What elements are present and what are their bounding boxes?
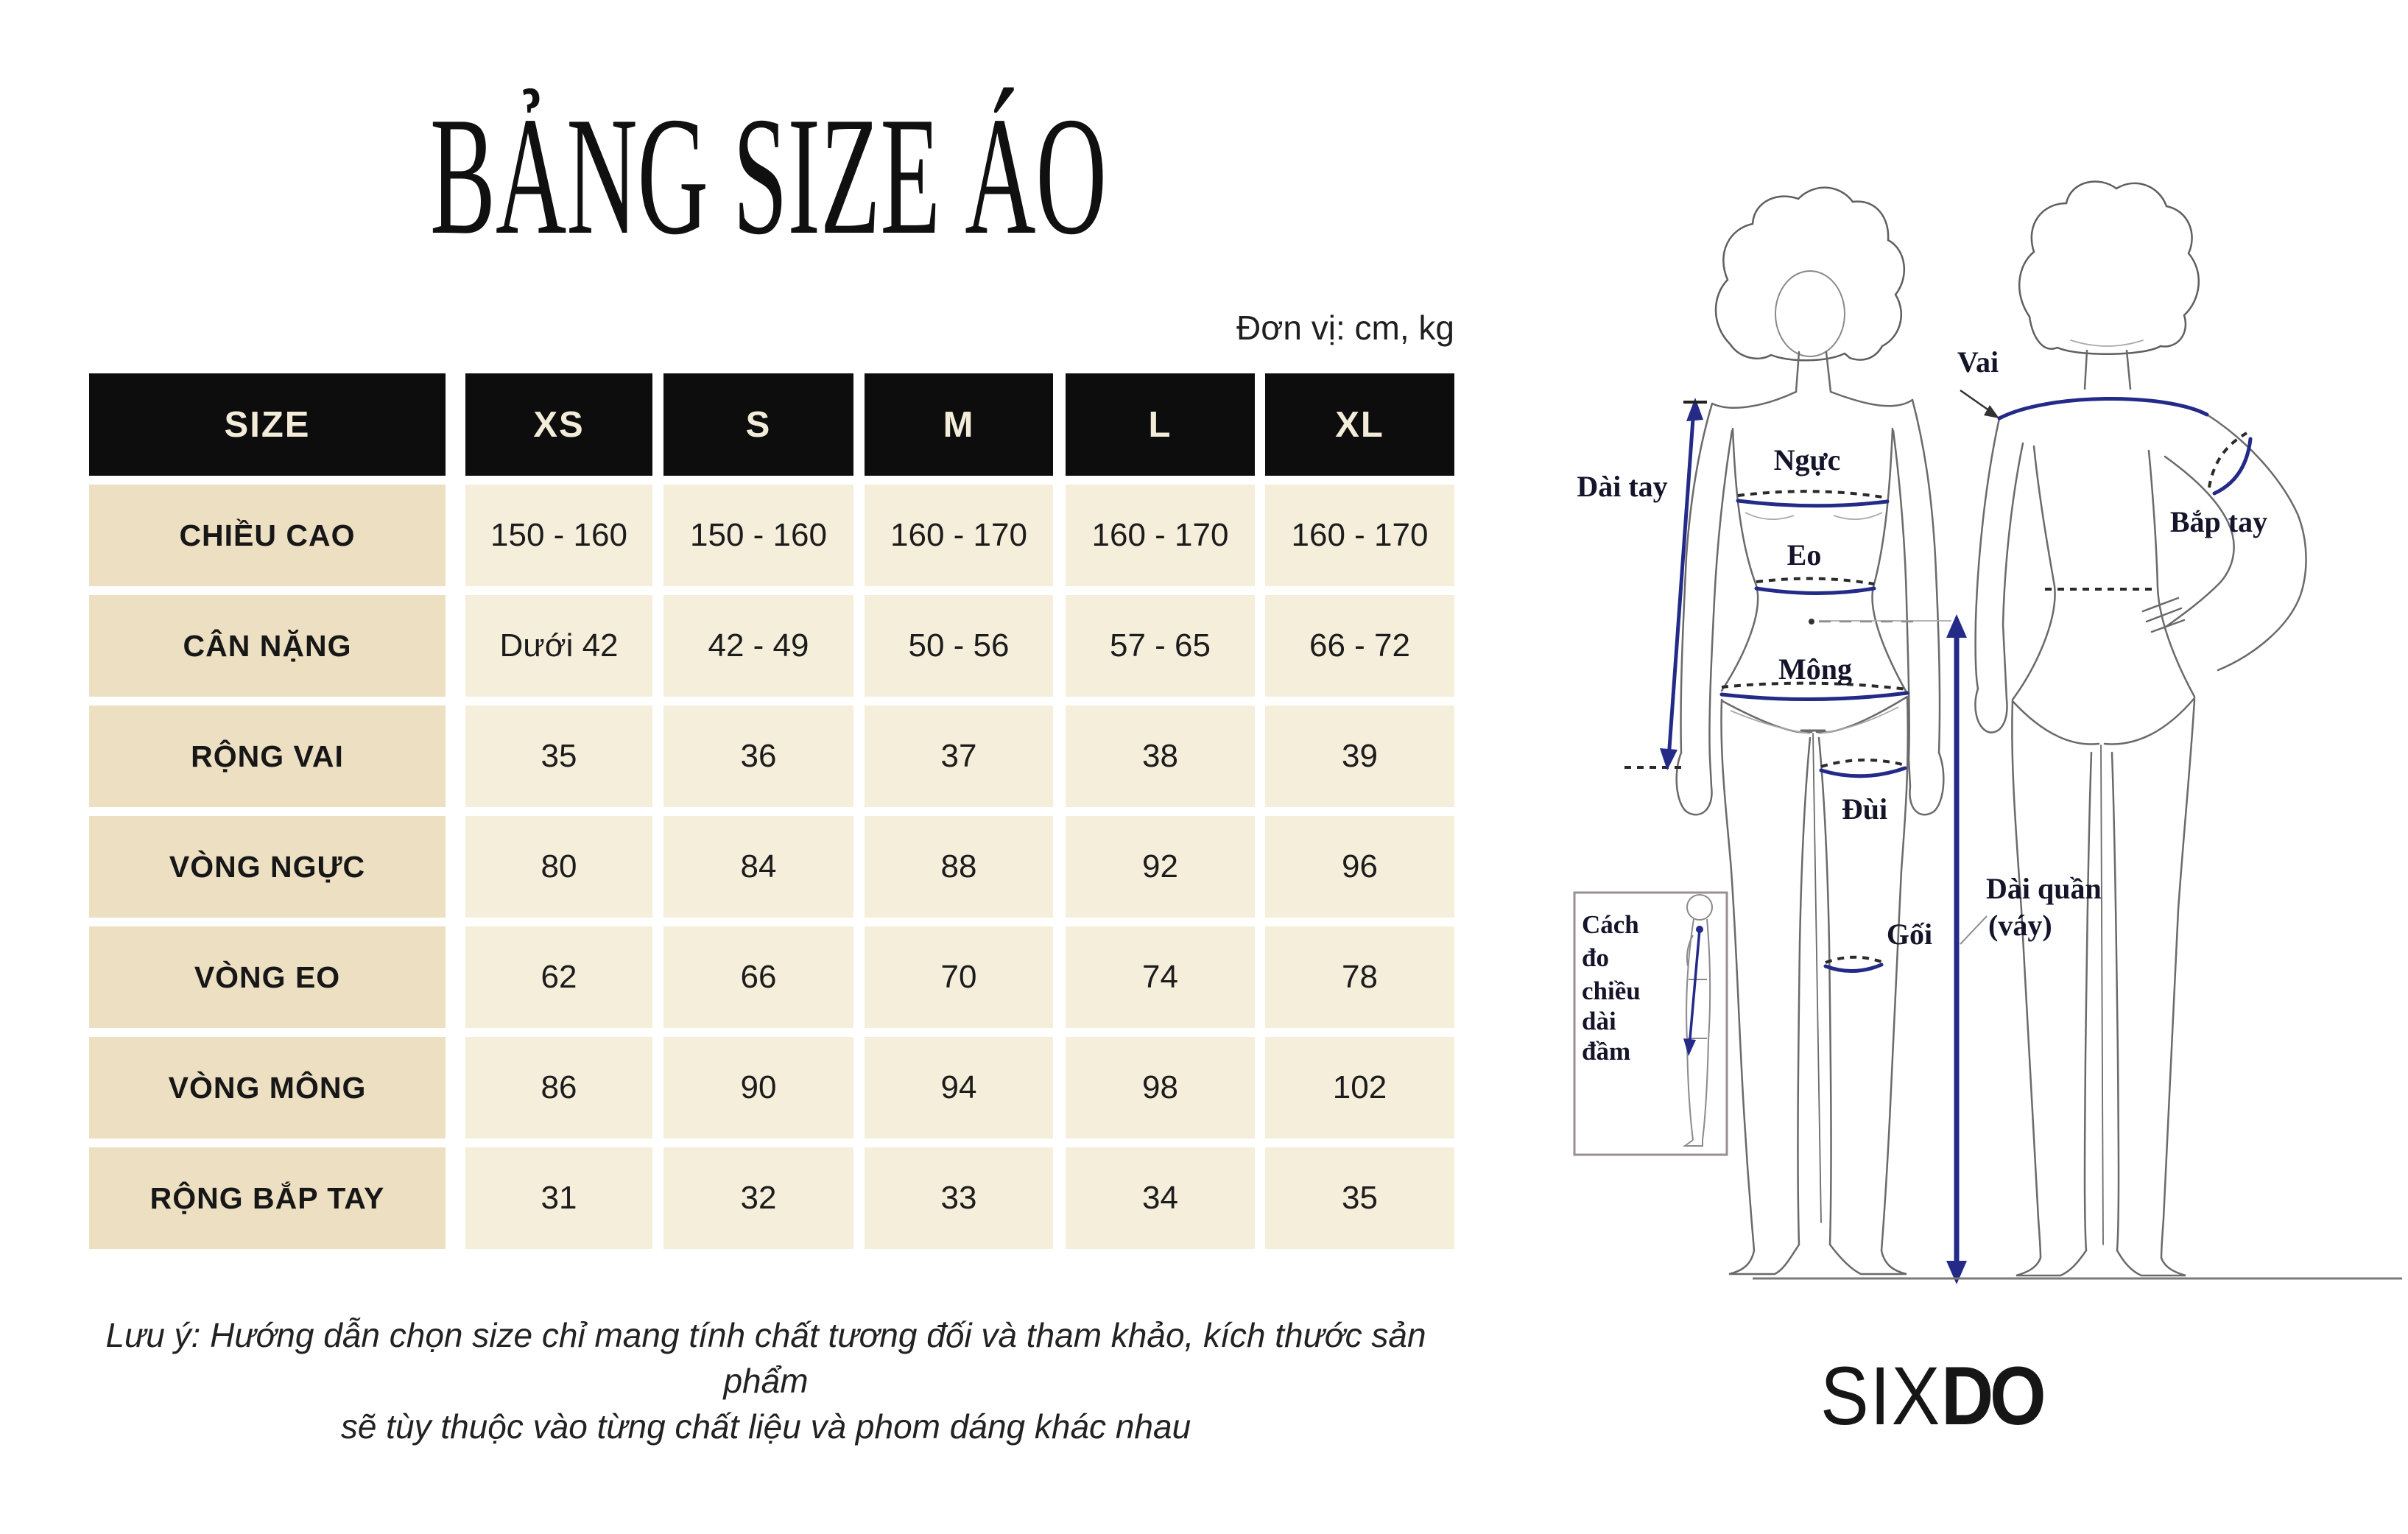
table-header-row <box>89 373 1459 476</box>
table-cell: 38 <box>1066 706 1255 807</box>
table-cell: 150 - 160 <box>465 485 652 586</box>
table-cell: 62 <box>465 926 652 1028</box>
label-dai-quan-line1: Dài quần <box>1986 872 2102 905</box>
label-dai-tay: Dài tay <box>1577 470 1668 503</box>
logo-six: SIX <box>1820 1350 1942 1442</box>
footnote-line2: sẽ tùy thuộc vào từng chất liệu và phom dáng khác nhau <box>340 1407 1191 1446</box>
table-cell: 98 <box>1066 1037 1255 1139</box>
inset-label-line2: đo <box>1582 943 1609 972</box>
label-nguc: Ngực <box>1773 443 1841 476</box>
table-cell: 160 - 170 <box>865 485 1053 586</box>
row-label: RỘNG BẮP TAY <box>89 1147 446 1249</box>
label-bap-tay: Bắp tay <box>2169 505 2268 538</box>
row-label: CÂN NẶNG <box>89 595 446 697</box>
table-cell: 94 <box>865 1037 1053 1139</box>
inset-label-line5: đầm <box>1582 1037 1631 1066</box>
row-label: RỘNG VAI <box>89 706 446 807</box>
page-title: BẢNG SIZE ÁO <box>430 82 1107 270</box>
table-cell: 32 <box>663 1147 853 1249</box>
table-cell: 74 <box>1066 926 1255 1028</box>
measurement-diagram <box>1510 169 2408 1318</box>
inset-box <box>1574 893 1727 1155</box>
label-dui: Đùi <box>1841 792 1888 826</box>
table-cell: 31 <box>465 1147 652 1249</box>
label-vai: Vai <box>1957 345 1999 379</box>
table-row <box>89 1147 1459 1249</box>
back-figure-body <box>1975 340 2306 1276</box>
footnote <box>81 1312 1451 1449</box>
table-cell: Dưới 42 <box>465 595 652 697</box>
header-s: S <box>663 373 853 476</box>
table-cell: 92 <box>1066 816 1255 918</box>
table-cell: 39 <box>1265 706 1454 807</box>
footnote-line1: Lưu ý: Hướng dẫn chọn size chỉ mang tính chất tương đối và tham khảo, kích thước sản phẩm <box>105 1316 1426 1400</box>
table-cell: 84 <box>663 816 853 918</box>
label-dai-quan-line2: (váy) <box>1988 909 2052 942</box>
label-mong: Mông <box>1778 652 1852 686</box>
label-goi: Gối <box>1886 918 1933 951</box>
back-figure-hair <box>2019 181 2199 353</box>
table-cell: 35 <box>1265 1147 1454 1249</box>
table-cell: 36 <box>663 706 853 807</box>
inset-label-line4: dài <box>1582 1007 1616 1035</box>
table-cell: 102 <box>1265 1037 1454 1139</box>
table-cell: 90 <box>663 1037 853 1139</box>
header-l: L <box>1066 373 1255 476</box>
table-cell: 50 - 56 <box>865 595 1053 697</box>
navy-measure-lines <box>1669 398 2250 1267</box>
table-cell: 33 <box>865 1147 1053 1249</box>
table-cell: 34 <box>1066 1147 1255 1249</box>
table-cell: 160 - 170 <box>1265 485 1454 586</box>
header-m: M <box>865 373 1053 476</box>
row-label: VÒNG MÔNG <box>89 1037 446 1139</box>
table-row <box>89 485 1459 586</box>
header-xl: XL <box>1265 373 1454 476</box>
size-table <box>89 373 1459 1258</box>
row-label: CHIỀU CAO <box>89 485 446 586</box>
table-cell: 86 <box>465 1037 652 1139</box>
table-cell: 66 <box>663 926 853 1028</box>
table-cell: 42 - 49 <box>663 595 853 697</box>
label-eo: Eo <box>1786 538 1822 571</box>
table-cell: 88 <box>865 816 1053 918</box>
table-row <box>89 595 1459 697</box>
table-cell: 150 - 160 <box>663 485 853 586</box>
table-row <box>89 1037 1459 1139</box>
table-cell: 57 - 65 <box>1066 595 1255 697</box>
inset-label-line3: chiều <box>1582 977 1641 1005</box>
table-cell: 35 <box>465 706 652 807</box>
vai-pointer <box>1960 390 1999 418</box>
unit-note: Đơn vị: cm, kg <box>1236 309 1454 347</box>
table-cell: 160 - 170 <box>1066 485 1255 586</box>
navel-guide <box>1809 619 1919 624</box>
body-diagram-svg <box>1510 169 2408 1318</box>
table-cell: 96 <box>1265 816 1454 918</box>
row-label: VÒNG EO <box>89 926 446 1028</box>
row-label: VÒNG NGỰC <box>89 816 446 918</box>
daiquan-pointer <box>1960 916 1987 944</box>
table-cell: 37 <box>865 706 1053 807</box>
table-cell: 78 <box>1265 926 1454 1028</box>
logo-do: DO <box>1941 1350 2043 1442</box>
front-figure-face <box>1775 271 1845 356</box>
inset-label-line1: Cách <box>1582 910 1639 939</box>
table-row <box>89 816 1459 918</box>
table-row <box>89 706 1459 807</box>
table-cell: 70 <box>865 926 1053 1028</box>
brand-logo <box>1820 1350 2043 1442</box>
table-row <box>89 926 1459 1028</box>
header-xs: XS <box>465 373 652 476</box>
table-cell: 80 <box>465 816 652 918</box>
table-cell: 66 - 72 <box>1265 595 1454 697</box>
header-size: SIZE <box>89 373 446 476</box>
